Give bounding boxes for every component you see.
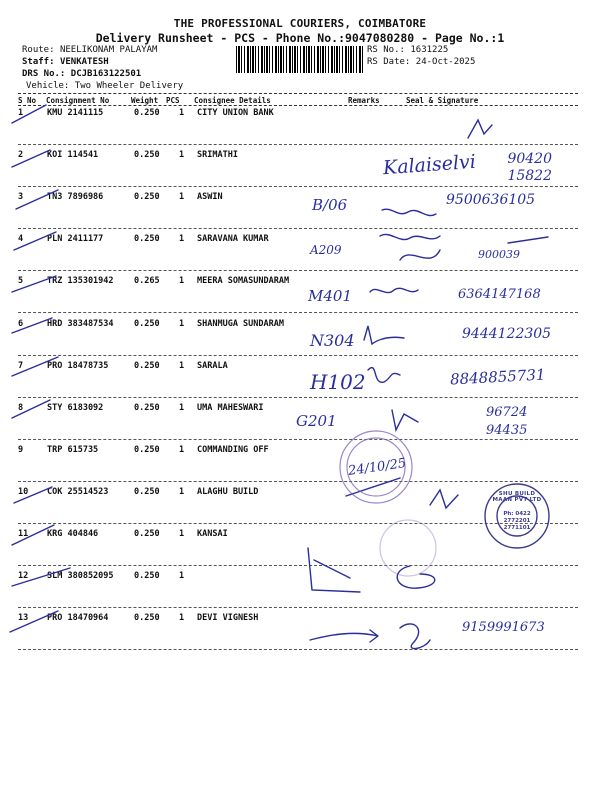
cell-weight: 0.250 [134, 444, 160, 455]
cell-pcs: 1 [179, 108, 185, 118]
seal-text: SHU BUILD MAAN PVT LTD [492, 491, 542, 503]
cell-sno: 4 [18, 234, 24, 245]
col-weight: Weight [131, 96, 159, 105]
cell-consignee: CITY UNION BANK [197, 108, 274, 118]
drs-value: DCJB163122501 [70, 69, 142, 79]
cell-sno: 5 [18, 276, 24, 287]
cell-sno: 8 [18, 402, 24, 413]
cell-weight: 0.250 [134, 486, 160, 497]
hw-phone-row-7: 8848855731 [449, 365, 546, 389]
cell-consignee: SRIMATHI [197, 150, 238, 161]
cell-weight: 0.250 [134, 529, 160, 539]
hw-phone-row-4: 900039 [478, 248, 520, 261]
rs-date-value: 24-Oct-2025 [415, 57, 476, 67]
row-divider [18, 312, 578, 313]
runsheet-subtitle: Delivery Runsheet - PCS - Phone No.:9047080280 - Page No.:1 [95, 31, 505, 45]
cell-sno: 3 [18, 192, 24, 203]
cell-consignment: PRO 18470964 [47, 613, 109, 624]
cell-weight: 0.250 [134, 613, 160, 624]
row-divider [18, 186, 578, 187]
cell-consignment: SLM 380852095 [47, 571, 114, 582]
cell-consignment: PRO 18478735 [47, 360, 109, 371]
cell-pcs: 1 [179, 150, 185, 161]
hw-phone-row-5: 6364147168 [458, 287, 541, 302]
cell-sno: 11 [18, 529, 29, 539]
cell-weight: 0.250 [134, 402, 160, 413]
cell-sno: 6 [18, 318, 24, 329]
cell-consignment: COK 25514523 [47, 486, 109, 497]
hw-phone-row-13: 9159991673 [462, 620, 545, 635]
cell-consignee: UMA MAHESWARI [197, 402, 264, 413]
cell-weight: 0.250 [134, 108, 160, 118]
cell-pcs: 1 [179, 360, 185, 371]
barcode-image [236, 46, 364, 73]
header-rule-bottom [18, 105, 578, 106]
seal-phone: Ph: 0422 2772201 2771101 [503, 511, 531, 531]
cell-pcs: 1 [179, 318, 185, 329]
cell-pcs: 1 [179, 276, 185, 287]
col-pcs: PCS [166, 96, 180, 105]
rs-no-value: 1631225 [410, 45, 449, 55]
cell-sno: 12 [18, 571, 29, 582]
cell-consignee: SARALA [197, 360, 228, 371]
cell-pcs: 1 [179, 529, 185, 539]
cell-consignee: DEVI VIGNESH [197, 613, 259, 624]
cell-pcs: 1 [179, 444, 185, 455]
route-line: Route: NEELIKONAM PALAYAM [22, 45, 158, 55]
cell-weight: 0.250 [134, 360, 160, 371]
col-consignee: Consignee Details [194, 96, 271, 105]
cell-pcs: 1 [179, 486, 185, 497]
cell-pcs: 1 [179, 234, 185, 245]
col-sno: S No [18, 96, 37, 105]
cell-consignee: ASWIN [197, 192, 223, 203]
company-seal [489, 488, 545, 544]
cell-sno: 10 [18, 486, 29, 497]
row-divider [18, 355, 578, 356]
row-divider [18, 649, 578, 650]
cell-pcs: 1 [179, 571, 185, 582]
hw-flat-row-7: H102 [310, 370, 366, 394]
header-rule-top [18, 93, 578, 94]
cell-weight: 0.250 [134, 192, 160, 203]
cell-consignment: TN3 7896986 [47, 192, 104, 203]
route-value: NEELIKONAM PALAYAM [59, 45, 158, 55]
hw-flat-row-5: M401 [308, 287, 352, 305]
hw-phone-row-8: 96724 94435 [486, 405, 528, 438]
col-remarks: Remarks [348, 96, 380, 105]
hw-flat-row-4: A209 [310, 243, 342, 257]
table-row [0, 445, 600, 465]
cell-consignment: PLN 2411177 [47, 234, 104, 245]
hw-name-row-2: Kalaiselvi [382, 150, 477, 180]
cell-weight: 0.265 [134, 276, 160, 287]
hw-flat-row-3: B/06 [312, 196, 348, 214]
cell-weight: 0.250 [134, 234, 160, 245]
table-row [0, 108, 600, 128]
row-divider [18, 481, 578, 482]
cell-consignment: KRG 404846 [47, 529, 99, 539]
cell-consignee: COMMANDING OFF [197, 444, 269, 455]
cell-pcs: 1 [179, 613, 185, 624]
staff-value: VENKATESH [59, 57, 109, 67]
row-divider [18, 397, 578, 398]
cell-consignment: STY 6183092 [47, 402, 104, 413]
cell-pcs: 1 [179, 192, 185, 203]
cell-consignee: ALAGHU BUILD [197, 486, 259, 497]
cell-weight: 0.250 [134, 150, 160, 161]
cell-consignment: KOI 114541 [47, 150, 99, 161]
cell-weight: 0.250 [134, 318, 160, 329]
table-row [0, 571, 600, 591]
col-seal: Seal & Signature [406, 96, 479, 105]
cell-consignee: KANSAI [197, 529, 228, 539]
hw-flat-row-6: N304 [310, 331, 355, 350]
row-divider [18, 228, 578, 229]
vehicle-value: Two Wheeler Delivery [74, 81, 184, 91]
cell-sno: 7 [18, 360, 24, 371]
hw-phone-row-2: 90420 15822 [507, 151, 552, 184]
cell-pcs: 1 [179, 402, 185, 413]
company-title: THE PROFESSIONAL COURIERS, COIMBATORE [173, 17, 427, 30]
hw-date-row-10: 24/10/25 [347, 456, 408, 479]
col-consignment: Consignment No [46, 96, 110, 105]
staff-line: Staff: VENKATESH [22, 57, 109, 67]
cell-consignee: SHANMUGA SUNDARAM [197, 318, 284, 329]
rs-date-line: RS Date: 24-Oct-2025 [367, 57, 476, 67]
rs-no-line: RS No.: 1631225 [367, 45, 449, 55]
cell-sno: 1 [18, 108, 24, 118]
cell-sno: 2 [18, 150, 24, 161]
hw-phone-row-3: 9500636105 [446, 192, 536, 208]
cell-consignee: MEERA SOMASUNDARAM [197, 276, 290, 287]
hw-flat-row-8: G201 [296, 412, 337, 430]
cell-consignment: KMU 2141115 [47, 108, 104, 118]
row-divider [18, 144, 578, 145]
cell-consignee: SARAVANA KUMAR [197, 234, 269, 245]
hw-phone-row-6: 9444122305 [462, 326, 552, 342]
cell-consignment: TRZ 135301942 [47, 276, 114, 287]
row-divider [18, 607, 578, 608]
row-divider [18, 270, 578, 271]
cell-consignment: HRD 383487534 [47, 318, 114, 329]
row-divider [18, 565, 578, 566]
drs-line: DRS No.: DCJB163122501 [22, 69, 142, 79]
cell-sno: 13 [18, 613, 29, 624]
vehicle-line: Vehicle: Two Wheeler Delivery [26, 81, 184, 91]
cell-consignment: TRP 615735 [47, 444, 99, 455]
cell-sno: 9 [18, 444, 24, 455]
cell-weight: 0.250 [134, 571, 160, 582]
